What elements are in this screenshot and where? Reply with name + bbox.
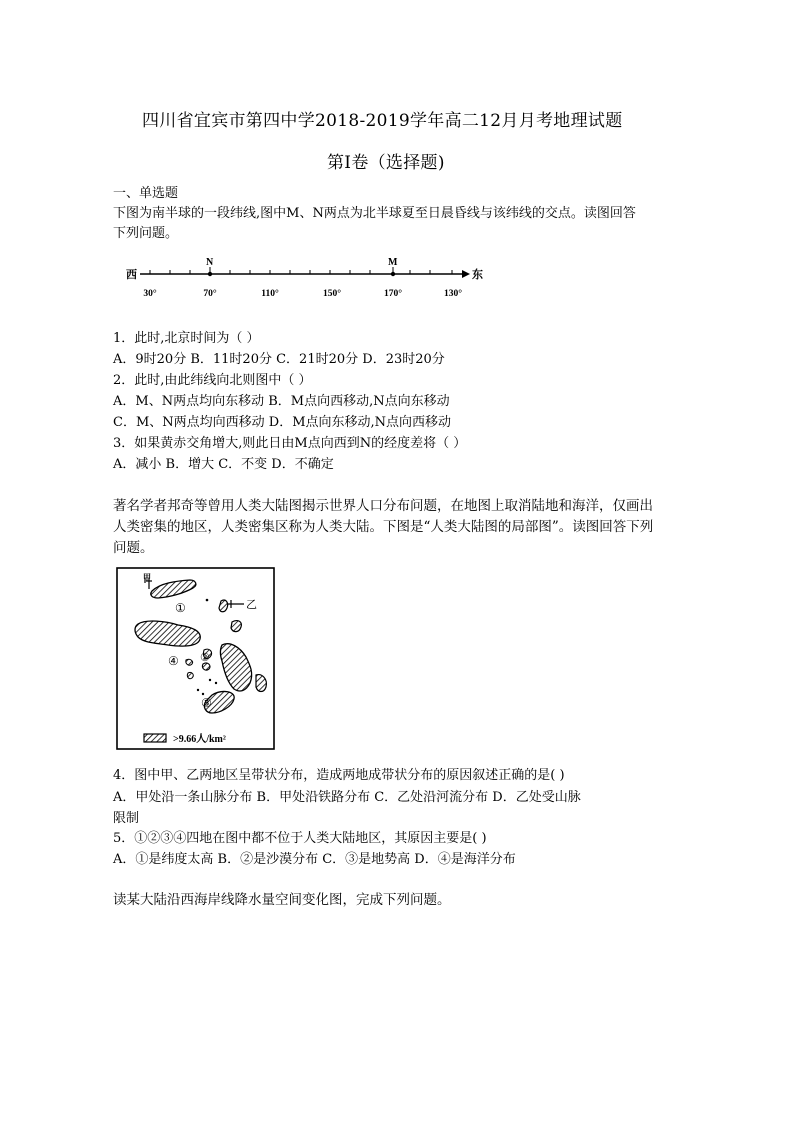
density-region	[231, 621, 241, 632]
tick-label: 170°	[383, 289, 403, 299]
q5-options: A．①是纬度太高 B．②是沙漠分布 C．③是地势高 D．④是海洋分布	[113, 852, 516, 867]
q1-stem: 1．此时,北京时间为（ ）	[113, 331, 260, 346]
jia-label: 甲	[143, 573, 151, 582]
human-continent-map	[116, 567, 276, 751]
q3-options: A．减小 B．增大 C．不变 D．不确定	[113, 457, 334, 472]
marker-1-label: ①	[175, 601, 186, 615]
tick-label: 30°	[143, 289, 157, 299]
point-n-marker	[208, 272, 212, 276]
marker-2-label: ②	[200, 652, 210, 664]
density-region	[186, 659, 193, 665]
q2-options-cd: C．M、N两点均向西移动 D．M点向东移动,N点向西移动	[113, 415, 452, 430]
dot	[209, 679, 211, 681]
density-region	[219, 600, 228, 612]
dot	[202, 693, 204, 695]
point-m-label: M	[388, 257, 398, 268]
legend-swatch	[144, 734, 166, 742]
q4-stem: 4．图中甲、乙两地区呈带状分布，造成两地成带状分布的原因叙述正确的是( )	[113, 768, 565, 783]
q3-stem: 3．如果黄赤交角增大,则此日由M点向西到N的经度差将（ ）	[113, 436, 467, 451]
tick-label: 70°	[203, 289, 217, 299]
tick-label: 130°	[443, 289, 463, 299]
tick-label: 150°	[322, 289, 342, 299]
intro3: 读某大陆沿西海岸线降水量空间变化图，完成下列问题。	[113, 892, 451, 908]
page-title: 四川省宜宾市第四中学2018-2019学年高二12月月考地理试题	[142, 111, 623, 131]
density-region	[187, 672, 193, 678]
east-label: 东	[472, 269, 483, 281]
yi-label: 乙	[246, 599, 257, 611]
q1-options: A．9时20分 B．11时20分 C．21时20分 D．23时20分	[113, 352, 445, 367]
intro2-line3: 问题。	[113, 540, 154, 556]
marker-3-label: ③	[201, 696, 212, 710]
point-n-label: N	[206, 257, 214, 268]
map-frame	[117, 568, 274, 749]
tick-marks	[150, 267, 452, 274]
q5-stem: 5．①②③④四地在图中都不位于人类大陆地区，其原因主要是( )	[113, 831, 487, 846]
legend-label: >9.66人/km²	[173, 734, 226, 745]
q2-stem: 2．此时,由此纬线向北则图中（ ）	[113, 373, 312, 388]
dot	[206, 599, 209, 602]
point-m-marker	[391, 272, 395, 276]
dot	[197, 689, 199, 691]
dot	[215, 682, 217, 684]
tick-label: 110°	[261, 289, 279, 299]
q4-options-line2: 限制	[113, 811, 140, 826]
intro2-line2: 人类密集的地区，人类密集区称为人类大陆。下图是“人类大陆图的局部图”。读图回答下列	[113, 519, 654, 535]
intro1-line1: 下图为南半球的一段纬线,图中M、N两点为北半球夏至日晨昏线与该纬线的交点。读图回答	[113, 206, 636, 221]
intro2-line1: 著名学者邦奇等曾用人类大陆图揭示世界人口分布问题，在地图上取消陆地和海洋，仅画出	[113, 498, 653, 514]
west-label: 西	[126, 269, 137, 281]
q4-options-line1: A．甲处沿一条山脉分布 B．甲处沿铁路分布 C．乙处沿河流分布 D．乙处受山脉	[113, 790, 581, 805]
marker-4-label: ④	[168, 654, 179, 668]
east-arrowhead	[462, 270, 470, 278]
latitude-line-figure	[110, 252, 495, 302]
intro1-line2: 下列问题。	[113, 226, 179, 241]
q2-options-ab: A．M、N两点均向东移动 B．M点向西移动,N点向东移动	[113, 394, 450, 409]
page-subtitle: 第Ⅰ卷（选择题)	[327, 153, 445, 173]
section-heading: 一、单选题	[113, 186, 179, 201]
density-region	[202, 663, 210, 670]
